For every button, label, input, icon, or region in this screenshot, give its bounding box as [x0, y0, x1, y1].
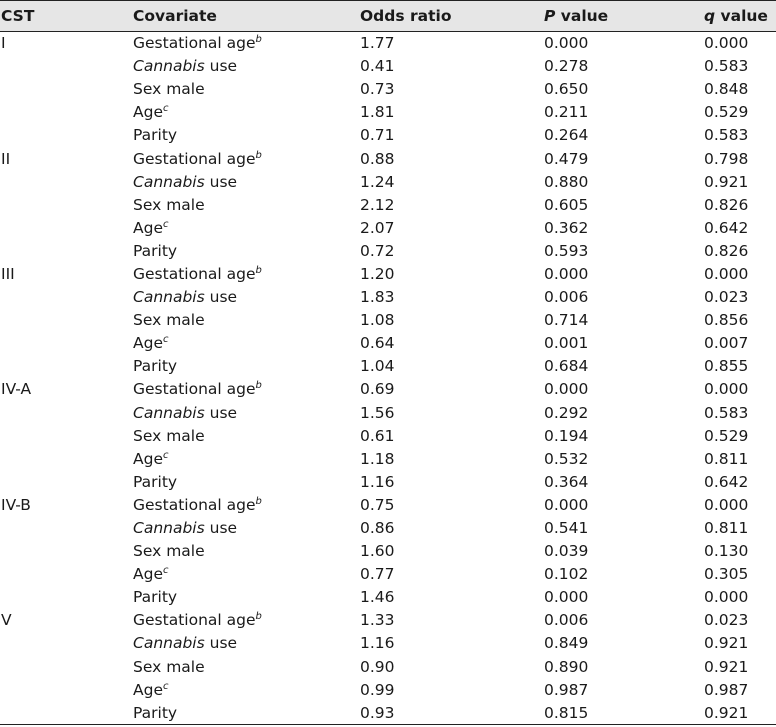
odds-ratio-cell: 0.69 [360, 380, 395, 399]
q-value-cell: 0.583 [704, 57, 749, 76]
table-row [0, 147, 776, 170]
covariate-cell [132, 309, 359, 332]
cst-cell [0, 563, 132, 586]
cst-cell [0, 516, 132, 539]
covariate-cell [132, 493, 359, 516]
p-value-cell: 0.000 [544, 34, 589, 53]
odds-ratio-cell: 0.77 [360, 565, 395, 584]
header-q-symbol: q [704, 7, 716, 25]
header-p-value [543, 1, 703, 32]
p-value-cell: 0.001 [544, 334, 589, 353]
table-row [0, 355, 776, 378]
footnote-marker: c [162, 334, 169, 346]
covariate-label: Parity [133, 126, 178, 145]
table-row [0, 32, 776, 55]
covariate-label: use [204, 403, 238, 422]
cst-cell [0, 470, 132, 493]
covariate-label: use [204, 288, 238, 307]
q-value-cell: 0.130 [704, 542, 749, 561]
table-row [0, 216, 776, 239]
covariate-cell [132, 447, 359, 470]
p-value-cell: 0.605 [544, 195, 589, 214]
p-value-cell: 0.714 [544, 311, 589, 330]
covariate-cell [132, 424, 359, 447]
q-value-cell: 0.987 [704, 680, 749, 699]
table-row [0, 632, 776, 655]
q-value-cell: 0.000 [704, 380, 749, 399]
odds-ratio-cell: 0.73 [360, 80, 395, 99]
header-cst: CST [0, 1, 132, 32]
odds-ratio-cell: 0.71 [360, 126, 395, 145]
covariate-cell [132, 32, 359, 55]
p-value-cell: 0.684 [544, 357, 589, 376]
covariate-label: Age [133, 103, 163, 122]
odds-ratio-cell: 1.16 [360, 634, 395, 653]
covariate-cell [132, 401, 359, 424]
odds-ratio-cell: 0.90 [360, 657, 395, 676]
p-value-cell: 0.211 [544, 103, 589, 122]
covariate-italic-term: Cannabis [133, 634, 205, 653]
header-odds-ratio: Odds ratio [359, 1, 543, 32]
odds-ratio-cell: 0.86 [360, 519, 395, 538]
table-row [0, 678, 776, 701]
p-value-cell: 0.278 [544, 57, 589, 76]
odds-ratio-cell: 0.61 [360, 426, 395, 445]
footnote-marker: c [162, 565, 169, 577]
covariate-label: Sex male [133, 542, 205, 561]
covariate-label: Gestational age [133, 34, 256, 53]
cst-cell [0, 286, 132, 309]
table-row [0, 493, 776, 516]
q-value-cell: 0.000 [704, 495, 749, 514]
q-value-cell: 0.811 [704, 519, 749, 538]
cst-cell [0, 193, 132, 216]
cst-cell [0, 586, 132, 609]
covariate-label: use [204, 172, 238, 191]
covariate-cell [132, 286, 359, 309]
cst-cell [0, 447, 132, 470]
cst-cell [0, 355, 132, 378]
table-row [0, 470, 776, 493]
cst-cell [0, 540, 132, 563]
q-value-cell: 0.000 [704, 264, 749, 283]
footnote-marker: b [255, 149, 262, 161]
p-value-cell: 0.264 [544, 126, 589, 145]
footnote-marker: c [162, 103, 169, 115]
q-value-cell: 0.642 [704, 472, 749, 491]
cst-cell: III [1, 264, 15, 283]
p-value-cell: 0.362 [544, 218, 589, 237]
q-value-cell: 0.583 [704, 126, 749, 145]
odds-ratio-cell: 1.81 [360, 103, 395, 122]
table-row [0, 655, 776, 678]
table-row [0, 609, 776, 632]
odds-ratio-cell: 1.24 [360, 172, 395, 191]
cst-cell [0, 124, 132, 147]
odds-ratio-cell: 0.72 [360, 241, 395, 260]
header-covariate: Covariate [132, 1, 359, 32]
p-value-cell: 0.000 [544, 495, 589, 514]
covariate-cell [132, 170, 359, 193]
footnote-marker: b [255, 611, 262, 623]
covariate-cell [132, 239, 359, 262]
header-q-value [703, 1, 776, 32]
cst-cell: IV-B [1, 495, 31, 514]
table-row [0, 170, 776, 193]
covariate-cell [132, 678, 359, 701]
covariate-label: Gestational age [133, 495, 256, 514]
cst-cell [0, 78, 132, 101]
table-row [0, 55, 776, 78]
footnote-marker: c [162, 218, 169, 230]
covariate-label: Parity [133, 703, 178, 722]
table-row [0, 424, 776, 447]
q-value-cell: 0.000 [704, 588, 749, 607]
covariate-cell [132, 540, 359, 563]
cst-cell: V [1, 611, 12, 630]
cst-cell [0, 332, 132, 355]
covariate-label: Sex male [133, 195, 205, 214]
q-value-cell: 0.023 [704, 288, 749, 307]
covariate-cell [132, 701, 359, 724]
covariate-italic-term: Cannabis [133, 172, 205, 191]
covariate-label: Sex male [133, 657, 205, 676]
covariate-label: use [204, 634, 238, 653]
table-row [0, 101, 776, 124]
footnote-marker: c [162, 449, 169, 461]
cst-cell [0, 701, 132, 724]
footnote-marker: c [162, 680, 169, 692]
table-row [0, 447, 776, 470]
cst-cell: IV-A [1, 380, 32, 399]
covariate-label: Gestational age [133, 149, 256, 168]
footnote-marker: b [255, 264, 262, 276]
covariate-label: Parity [133, 472, 178, 491]
q-value-cell: 0.529 [704, 103, 749, 122]
cst-cell [0, 216, 132, 239]
odds-ratio-cell: 1.08 [360, 311, 395, 330]
cst-cell [0, 401, 132, 424]
covariate-cell [132, 147, 359, 170]
table-row [0, 332, 776, 355]
table-body [0, 32, 776, 725]
covariate-cell [132, 55, 359, 78]
odds-ratio-cell: 2.12 [360, 195, 395, 214]
p-value-cell: 0.593 [544, 241, 589, 260]
cst-cell [0, 655, 132, 678]
table-row [0, 701, 776, 724]
footnote-marker: b [255, 380, 262, 392]
q-value-cell: 0.921 [703, 701, 776, 724]
header-p-symbol: P [544, 7, 556, 25]
covariate-label: Gestational age [133, 380, 256, 399]
covariate-cell [132, 655, 359, 678]
covariate-label: use [204, 519, 238, 538]
covariate-cell [132, 332, 359, 355]
odds-ratio-cell: 1.20 [360, 264, 395, 283]
covariate-label: Gestational age [133, 611, 256, 630]
covariate-cell [132, 193, 359, 216]
header-p-label: value [555, 7, 609, 25]
table-row [0, 286, 776, 309]
cst-cell [0, 424, 132, 447]
table-row [0, 124, 776, 147]
covariate-label: Age [133, 680, 163, 699]
odds-ratio-cell: 1.16 [360, 472, 395, 491]
table-row [0, 586, 776, 609]
odds-ratio-cell: 1.04 [360, 357, 395, 376]
q-value-cell: 0.826 [704, 241, 749, 260]
covariate-cell [132, 101, 359, 124]
cst-cell [0, 239, 132, 262]
q-value-cell: 0.921 [704, 172, 749, 191]
footnote-marker: b [255, 34, 262, 46]
covariate-italic-term: Cannabis [133, 57, 205, 76]
p-value-cell: 0.006 [544, 288, 589, 307]
covariate-label: use [204, 57, 238, 76]
table-header [0, 1, 776, 32]
covariate-italic-term: Cannabis [133, 288, 205, 307]
q-value-cell: 0.583 [704, 403, 749, 422]
table-row [0, 401, 776, 424]
p-value-cell: 0.364 [544, 472, 589, 491]
table-row [0, 78, 776, 101]
covariate-cell [132, 378, 359, 401]
table-row [0, 563, 776, 586]
odds-ratio-cell: 0.41 [360, 57, 395, 76]
odds-ratio-cell: 0.88 [360, 149, 395, 168]
q-value-cell: 0.007 [704, 334, 749, 353]
covariate-label: Age [133, 218, 163, 237]
odds-ratio-cell: 1.56 [360, 403, 395, 422]
covariate-cell [132, 262, 359, 285]
odds-ratio-cell: 1.46 [360, 588, 395, 607]
p-value-cell: 0.102 [544, 565, 589, 584]
q-value-cell: 0.848 [704, 80, 749, 99]
p-value-cell: 0.541 [544, 519, 589, 538]
cst-cell [0, 309, 132, 332]
p-value-cell: 0.292 [544, 403, 589, 422]
q-value-cell: 0.826 [704, 195, 749, 214]
covariate-cell [132, 609, 359, 632]
covariate-label: Age [133, 565, 163, 584]
odds-ratio-cell: 1.60 [360, 542, 395, 561]
odds-ratio-cell: 1.77 [360, 34, 395, 53]
p-value-cell: 0.006 [544, 611, 589, 630]
table-row [0, 239, 776, 262]
odds-ratio-cell: 0.99 [360, 680, 395, 699]
header-q-label: value [715, 7, 768, 25]
q-value-cell: 0.921 [704, 634, 749, 653]
q-value-cell: 0.000 [704, 34, 749, 53]
covariate-cell [132, 516, 359, 539]
covariate-label: Age [133, 334, 163, 353]
covariate-label: Parity [133, 241, 178, 260]
q-value-cell: 0.811 [704, 449, 749, 468]
table-row [0, 309, 776, 332]
q-value-cell: 0.855 [704, 357, 749, 376]
table-row [0, 262, 776, 285]
p-value-cell: 0.000 [544, 380, 589, 399]
covariate-cell [132, 216, 359, 239]
p-value-cell: 0.194 [544, 426, 589, 445]
cst-cell: II [1, 149, 11, 168]
covariate-cell [132, 632, 359, 655]
cst-cell [0, 101, 132, 124]
covariate-cell [132, 124, 359, 147]
covariate-cell [132, 563, 359, 586]
p-value-cell: 0.880 [544, 172, 589, 191]
cst-cell [0, 632, 132, 655]
odds-ratio-cell: 1.33 [360, 611, 395, 630]
odds-ratio-cell: 1.83 [360, 288, 395, 307]
q-value-cell: 0.921 [704, 657, 749, 676]
q-value-cell: 0.529 [704, 426, 749, 445]
covariate-label: Sex male [133, 311, 205, 330]
q-value-cell: 0.642 [704, 218, 749, 237]
covariate-cell [132, 355, 359, 378]
covariate-cell [132, 586, 359, 609]
table-row [0, 193, 776, 216]
cst-cell [0, 170, 132, 193]
covariate-label: Sex male [133, 80, 205, 99]
odds-ratio-cell: 0.75 [360, 495, 395, 514]
p-value-cell: 0.650 [544, 80, 589, 99]
p-value-cell: 0.815 [543, 701, 703, 724]
p-value-cell: 0.000 [544, 588, 589, 607]
q-value-cell: 0.798 [704, 149, 749, 168]
cst-cell: I [1, 34, 6, 53]
covariate-cell [132, 78, 359, 101]
table-row [0, 378, 776, 401]
odds-ratio-cell: 0.64 [360, 334, 395, 353]
covariate-cell [132, 470, 359, 493]
covariate-label: Parity [133, 357, 178, 376]
covariate-label: Sex male [133, 426, 205, 445]
covariate-label: Parity [133, 588, 178, 607]
p-value-cell: 0.039 [544, 542, 589, 561]
table-row [0, 540, 776, 563]
p-value-cell: 0.532 [544, 449, 589, 468]
p-value-cell: 0.479 [544, 149, 589, 168]
header-row [0, 1, 776, 32]
odds-ratio-cell: 2.07 [360, 218, 395, 237]
q-value-cell: 0.856 [704, 311, 749, 330]
odds-ratio-cell: 1.18 [360, 449, 395, 468]
cst-cell [0, 55, 132, 78]
footnote-marker: b [255, 495, 262, 507]
table-row [0, 516, 776, 539]
covariate-italic-term: Cannabis [133, 519, 205, 538]
covariate-label: Gestational age [133, 264, 256, 283]
cst-cell [0, 678, 132, 701]
p-value-cell: 0.000 [544, 264, 589, 283]
p-value-cell: 0.890 [544, 657, 589, 676]
p-value-cell: 0.987 [544, 680, 589, 699]
covariate-italic-term: Cannabis [133, 403, 205, 422]
covariate-label: Age [133, 449, 163, 468]
odds-ratio-cell: 0.93 [359, 701, 543, 724]
p-value-cell: 0.849 [544, 634, 589, 653]
q-value-cell: 0.305 [704, 565, 749, 584]
q-value-cell: 0.023 [704, 611, 749, 630]
